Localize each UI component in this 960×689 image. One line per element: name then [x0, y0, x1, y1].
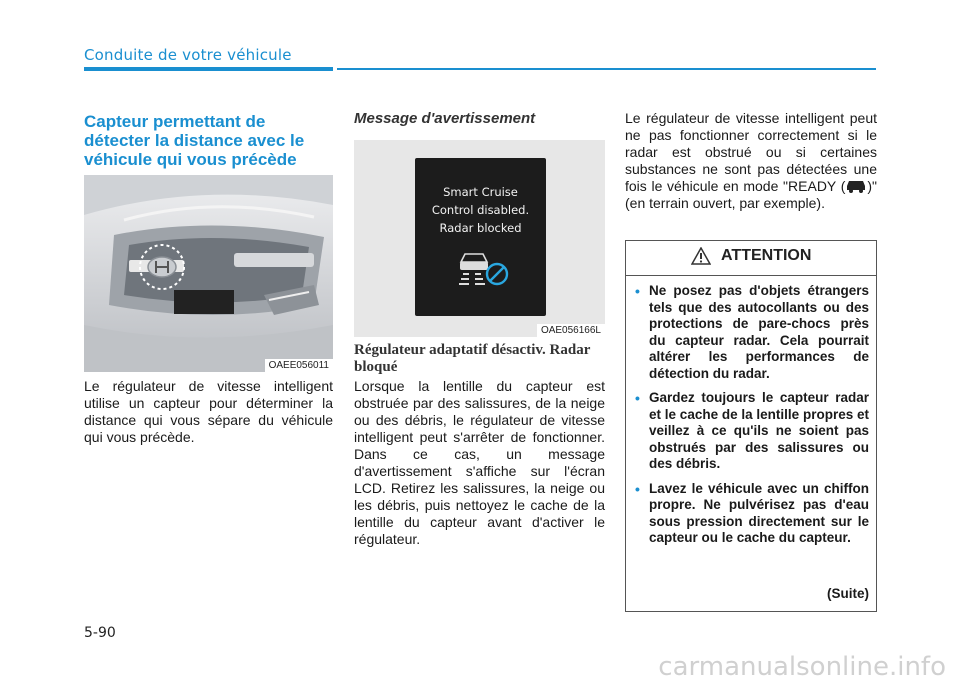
- warning-triangle-icon: [691, 247, 711, 265]
- section-title: Conduite de votre véhicule: [84, 46, 292, 64]
- radar-limitation-text-part1: Le régulateur de vitesse intelligent peut ne pas fonctionner correctement si le radar est obstrué ou si certaines substances ne sont pas détectées une fois le véhicule en mode "READY (: [625, 110, 877, 194]
- radar-blocked-subheading: Régulateur adaptatif désactiv. Radar bloqué: [354, 342, 591, 375]
- lcd-illustration: [354, 140, 605, 337]
- watermark: carmanualsonline.info: [658, 652, 946, 682]
- bullet-icon: •: [635, 283, 640, 299]
- header-rule-thin: [337, 68, 876, 70]
- sensor-heading: Capteur permettant de détecter la distance avec le véhicule qui vous précède: [84, 112, 305, 169]
- attention-header: [626, 247, 876, 275]
- attention-divider: [626, 275, 876, 276]
- sensor-description: Le régulateur de vitesse intelligent utilise un capteur pour déterminer la distance qui vous sépare du véhicule qui vous précède.: [84, 378, 333, 445]
- radar-limitation-text-part2: )" (en terrain ouvert, par exemple).: [625, 178, 877, 211]
- bullet-icon: •: [635, 390, 640, 406]
- lcd-screen: [415, 158, 546, 316]
- radar-blocked-description: Lorsque la lentille du capteur est obstruée par des salissures, de la neige ou des débris, le régulateur de vitesse intelligent peut s'arrêter de fonctionner. Dans ce cas, un message d'avertissement s'affiche sur l'écran LCD. Retirez les salissures, la neige ou les débris, puis nettoyez le cache de la lentille du capteur avant d'activer le régulateur.: [354, 378, 605, 547]
- radar-blocked-icon: [459, 250, 511, 286]
- attention-item: • Lavez le véhicule avec un chiffon propre. Ne pulvérisez pas d'eau sous pression directement sur le capteur ou le cache du capteur.: [635, 480, 869, 545]
- car-front-photo: [84, 175, 333, 372]
- page-number: 5-90: [84, 625, 116, 641]
- attention-item: • Gardez toujours le capteur radar et le cache de la lentille propres et veillez à ce qu'ils ne soient pas obstrués par des salissures ou des débris.: [635, 390, 869, 471]
- warning-message-heading: Message d'avertissement: [354, 110, 536, 127]
- lcd-caption: OAE056166L: [537, 324, 605, 337]
- header-rule-thick: [84, 67, 333, 71]
- car-ready-icon: [845, 179, 867, 193]
- lcd-line-1: Smart Cruise: [443, 185, 518, 199]
- car-front-illustration: [84, 175, 333, 372]
- radar-limitation-text: [625, 110, 877, 212]
- attention-list: [633, 283, 869, 555]
- lcd-line-2: Control disabled.: [431, 203, 530, 217]
- lcd-line-3: Radar blocked: [439, 221, 522, 235]
- photo-caption: OAEE056011: [265, 359, 333, 372]
- continued-label: (Suite): [827, 586, 869, 601]
- bullet-icon: •: [635, 480, 640, 497]
- attention-title: ATTENTION: [721, 247, 812, 264]
- attention-item: • Ne posez pas d'objets étrangers tels que des autocollants ou des protections de pare-chocs près du capteur radar. Cela pourrait altérer les performances de détection du radar.: [635, 283, 869, 381]
- attention-box: [625, 240, 877, 612]
